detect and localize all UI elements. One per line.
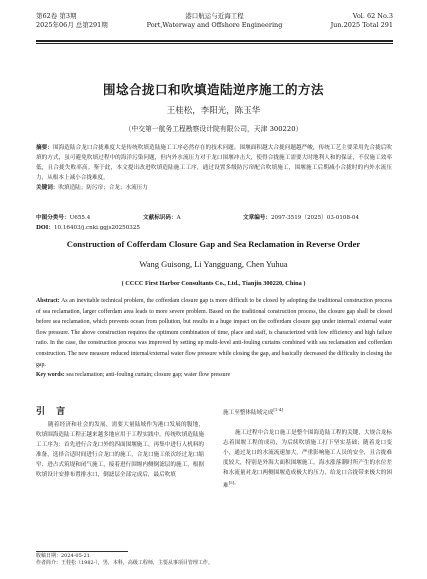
header-vol-en: Vol. 62 No.3 — [352, 12, 393, 20]
doc-code-entry — [143, 214, 181, 223]
journal-name-cn: 港口航运与近海工程 — [185, 12, 244, 20]
doi-value: 10.16403/j.cnki.ggjs20250325 — [53, 225, 140, 231]
right-top-text: 施工至整体陆域完成 — [223, 409, 274, 416]
clc-value: U655.4 — [69, 215, 91, 221]
clc-entry — [36, 214, 90, 223]
doc-code-value: A — [176, 215, 181, 221]
doc-code-label: 文献标识码： — [143, 215, 177, 221]
body-right-column — [223, 428, 392, 491]
affiliation-en: ( CCCC First Harbor Consultants Co., Ltd., Tianjin 300220, China ) — [121, 280, 306, 287]
clc-label: 中图分类号： — [36, 215, 70, 221]
keywords-en-text: sea reclamation; anti-fouling curtain; closure gap; water flow pressure — [66, 372, 231, 378]
keywords-cn-text: 吹填造陆；防污帘；合龙；水流压力 — [58, 185, 148, 191]
abstract-cn-label: 摘要： — [36, 145, 53, 151]
header-rule-thin — [36, 43, 393, 44]
keywords-en-label: Key words: — [36, 372, 65, 378]
body-left-column: 随着经济和社会的发展，需要大量陆域作为港口发展的腹地，吹填围海造陆工程正越来越多地应用于工程实践中。传统吹填造陆施工工序为：首先进行合龙口外的四面围堰施工，再集中进行人机料的准备，选择合适时间进行合龙口的施工，合龙口施工依次经过龙口缩窄、进占式筑堤和闭气施工，接着进行围堰内侧倒滤层的施工，根据吹填设计安排布置排水口，倒滤层全部完成后，最后吹填 — [36, 422, 204, 479]
header-date: 2025年06月 总第291期 — [36, 21, 108, 29]
abstract-en-label: Abstract: — [36, 298, 60, 304]
keywords-en — [36, 370, 396, 380]
article-number-entry — [243, 214, 359, 223]
footnote-rule — [36, 551, 128, 552]
abstract-en-text: As an inevitable technical problem, the cofferdam closure gap is more difficult to be closed by adopting the traditional construction process of sea reclamation, larger cofferdam area leads to more severe problem. Based on the traditional construction process, the closure gap shall be closed before sea reclamation, which prevents ocean from pollution, but results in a huge impact on the cofferdam closure gap under internal/ external water flow pressure. The above construction requires the optimum combination of time, place and staff, is characterized with low efficiency and high failure ratio. In the case, the construction process was improved by setting up multi-level anti-fouling curtains combined with sea reclamation and cofferdam construction. The new measure reduced internal/external water flow pressure while closing the gap, and basically decreased the difficulty in closing the gap. — [36, 298, 392, 368]
doi-entry — [36, 224, 140, 233]
body-right-top-line — [223, 405, 392, 418]
footnote-author: 作者简介：王桂松（1982-），男，本科，高级工程师，主要从事项目管理工作。 — [36, 560, 213, 566]
header-volume: 第62卷 第3期 — [36, 12, 77, 20]
authors-en: Wang Guisong, Li Yangguang, Chen Yuhua — [139, 259, 288, 269]
citation-ref-1-4: [1-4] — [273, 407, 283, 412]
article-number-label: 文章编号： — [243, 215, 271, 221]
section-heading-intro: 引 言 — [36, 407, 70, 417]
classification-row — [36, 214, 396, 223]
abstract-en — [36, 296, 392, 370]
journal-name-en: Port,Waterway and Offshore Engineering — [146, 21, 283, 29]
header-right — [331, 12, 393, 30]
doi-label: DOI： — [36, 225, 54, 231]
authors-cn: 王桂松，李阳光，陈玉华 — [166, 106, 261, 116]
header-rule-thick — [36, 40, 393, 42]
article-title-cn: 围埝合拢口和吹填造陆逆序施工的方法 — [102, 82, 324, 97]
footnote-received: 收稿日期：2024-05-21 — [36, 553, 90, 559]
affiliation-cn: （中交第一航务工程勘察设计院有限公司，天津 300220） — [124, 125, 303, 133]
article-title-en: Construction of Cofferdam Closure Gap and Sea Reclamation in Reverse Order — [66, 239, 361, 249]
keywords-cn-label: 关键词： — [36, 185, 59, 191]
citation-ref-5: [5]。 — [228, 480, 239, 486]
abstract-cn-text: 围海造陆合龙口合拢难度大是传统吹填造陆施工工序必然存在的技术问题。围堰面积越大合拢问题越严峻，传统工艺主要采用先合拢后吹填的方式，虽可避免吹填过程中的海洋污染问题，但内外水流压力对于龙口围堰冲击大，使得合拢施工需要大时地利人和的保证，不仅施工效率低，且合拢失败率高。鉴于此，本文提出改进吹填造陆施工工序，通过设置多级防污帘配合吹填施工，围堰施工后期减小合拢时的内外水流压力，从根本上减小合拢难度。 — [36, 145, 392, 181]
article-number-value: 2097-3519（2025）03-0108-04 — [270, 215, 360, 221]
running-header — [36, 12, 393, 38]
doi-row — [36, 224, 396, 233]
header-date-en: Jun.2025 Total 291 — [330, 21, 393, 29]
abstract-cn — [36, 143, 392, 193]
keywords-cn — [36, 183, 392, 193]
right-para-text: 施工过程中合龙口施工是整个围海造陆工程的关键，大规合龙标志着围堰工程的成功，为后续吹填施工打下坚实基础；随着龙口变小，通过龙口的水流流速加大，严重影响施工人员的安全，且合拢难度较大，特别是外海大面积围堰施工，海水涨落潮时所产生的水位差和水流量对龙口两侧围堰造成极大的压力，给龙口合拢带来极大的困难 — [223, 430, 392, 490]
